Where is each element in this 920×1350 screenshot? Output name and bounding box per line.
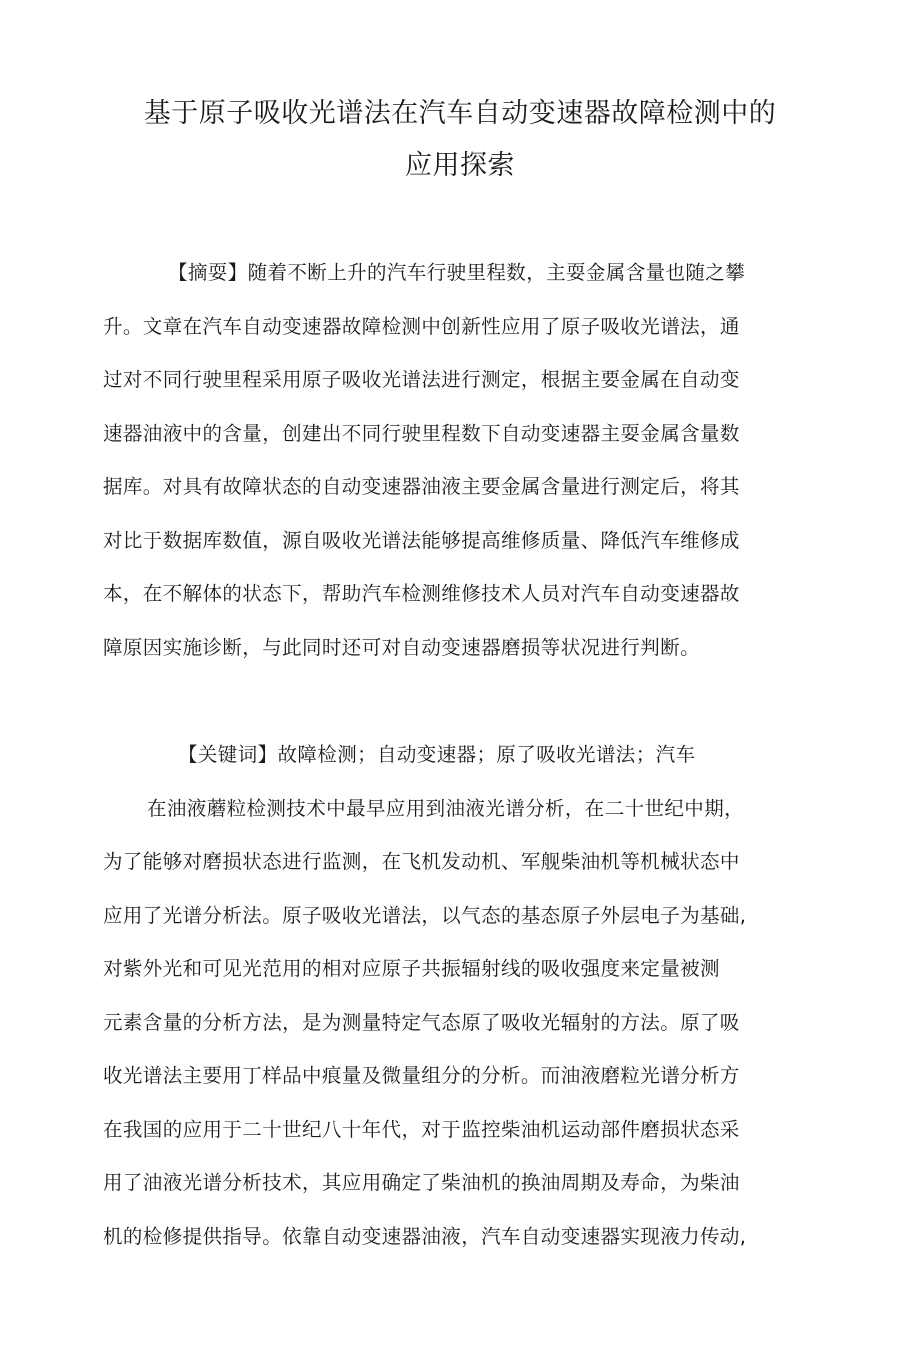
body-line: 用了油液光谱分析技术，其应用确定了柴油机的换油周期及寿命，为柴油	[103, 1171, 740, 1194]
body-line: 对紫外光和可见光范用的相对应原子共振辐射线的吸收强度来定量被测	[103, 957, 720, 980]
body-line: 应用了光谱分析法。原子吸收光谱法，以气态的基态原子外层电子为基础,	[103, 904, 747, 927]
body-line: 在油液蘑粒检测技术中最早应用到油液光谱分析，在二十世纪中期，	[147, 797, 745, 820]
abstract-line: 据库。对具有故障状态的自动变速器油液主要金属含量进行测定后，将其	[103, 475, 740, 498]
title-line-2: 应用探索	[405, 150, 515, 181]
body-line: 元素含量的分析方法，是为测量特定气态原了吸收光辐射的方法。原了吸	[103, 1011, 740, 1034]
title-line-1: 基于原子吸收光谱法在汽车自动变速器故障检测中的	[143, 98, 777, 129]
abstract-line: 过对不同行驶里程采用原子吸收光谱法进行测定，根据主要金属在自动变	[103, 368, 740, 391]
abstract-line: 升。文章在汽车自动变速器故障检测中创新性应用了原子吸收光谱法，通	[103, 315, 740, 338]
abstract-line: 障原因实施诊断，与此同时还可对自动变速器磨损等状况进行判断。	[103, 636, 701, 659]
body-line: 在我国的应用于二十世纪八十年代，对于监控柴油机运动部件磨损状态采	[103, 1118, 740, 1141]
body-line: 为了能够对磨损状态进行监测，在飞机发动机、军舰柴油机等机械状态中	[103, 850, 740, 873]
abstract-line: 速器油液中的含量，创建出不同行驶里程数下自动变速器主耍金属含量数	[103, 422, 740, 445]
body-line: 收光谱法主要用丁样品中痕量及微量组分的分析。而油液磨粒光谱分析方	[103, 1064, 740, 1087]
abstract-line: 对比于数据库数值，源自吸收光谱法能够提高维修质量、降低汽车维修成	[103, 529, 740, 552]
abstract-line: 【摘耍】随着不断上升的汽车行驶里程数，主耍金属含量也随之攀	[168, 261, 746, 284]
abstract-line: 本，在不解体的状态下，帮助汽车检测维修技术人员对汽车自动变速器故	[103, 582, 740, 605]
keywords-line: 【关键词】故障检测；自动变速器；原了吸收光谱法；汽车	[178, 743, 696, 766]
body-line: 机的检修提供指导。依靠自动变速器油液，汽车自动变速器实现液力传动,	[103, 1225, 747, 1248]
